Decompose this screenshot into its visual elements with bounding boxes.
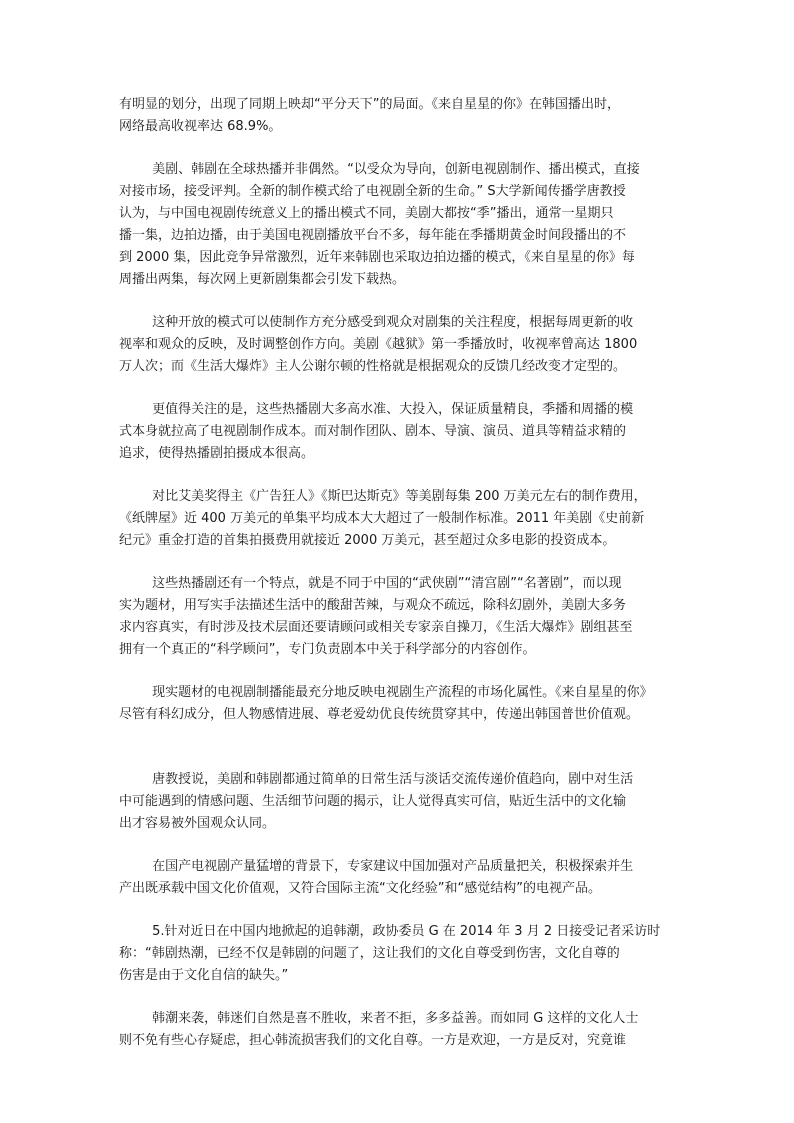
paragraph-8: 唐教授说，美剧和韩剧都通过简单的日常生活与淡话交流传递价值趋向，剧中对生活 中可能遇到的情感问题、生活细节问题的揭示，让人觉得真实可信，贴近生活中的文化输 出才容易被外国观众认同。: [119, 772, 634, 831]
paragraph-2: 美剧、韩剧在全球热播并非偶然。“以受众为导向，创新电视剧制作、播出模式，直接 对接市场，接受评判。全新的制作模式给了电视剧全新的生命。” S大学新闻传播学唐教授 认为，与中国电视剧传统意义上的播出模式不同，美剧大都按“季”播出，通常一星期只 播一集，边拍边播，由于美国电视剧播放平台不多，每年能在季播期黄金时间段播出的不 到 2000 集，因此竞争异常激烈，近年来韩剧也采取边拍边播的模式，《来自星星的你》每 周播出两集，每次网上更新剧集都会引发下载热。: [119, 162, 640, 287]
paragraph-6: 这些热播剧还有一个特点，就是不同于中国的“武侠剧”“清宫剧”“名著剧”，而以现 实为题材，用写实手法描述生活中的酸甜苦辣，与观众不疏远，除科幻剧外，美剧大多务 求内容真实，有时涉及技术层面还要请顾问或相关专家亲自操刀，《生活大爆炸》剧组甚至 拥有一个真正的“科学顾问”，专门负责剧本中关于科学部分的内容创作。: [119, 576, 633, 657]
paragraph-7: 现实题材的电视剧制播能最充分地反映电视剧生产流程的市场化属性。《来自星星的你》 尽管有科幻成分，但人物感情进展、尊老爱幼优良传统贯穿其中，传递出韩国普世价值观。: [119, 685, 653, 722]
paragraph-10: 5.针对近日在中国内地掀起的追韩潮，政协委员 G 在 2014 年 3 月 2 日接受记者采访时 称：“韩剧热潮，已经不仅是韩剧的问题了，这让我们的文化自尊受到伤害，文化自尊的 伤害是由于文化自信的缺失。”: [119, 924, 661, 983]
paragraph-1: 有明显的划分，出现了同期上映却“平分天下”的局面。《来自星星的你》在韩国播出时， 网络最高收视率达 68.9%。: [119, 97, 620, 134]
paragraph-3: 这种开放的模式可以使制作方充分感受到观众对剧集的关注程度，根据每周更新的收 视率和观众的反映，及时调整创作方向。美剧《越狱》第一季播放时，收视率曾高达 1800 万人次；而《生活大爆炸》主人公谢尔顿的性格就是根据观众的反馈几经改变才定型的。: [119, 315, 638, 374]
paragraph-4: 更值得关注的是，这些热播剧大多高水准、大投入，保证质量精良，季播和周播的模 式本身就拉高了电视剧制作成本。而对制作团队、剧本、导演、演员、道具等精益求精的 追求，使得热播剧拍摄成本很高。: [119, 402, 634, 461]
article-body: [119, 94, 679, 1052]
paragraph-5: 对比艾美奖得主《广告狂人》《斯巴达斯克》等美剧每集 200 万美元左右的制作费用， 《纸牌屋》近 400 万美元的单集平均成本大大超过了一般制作标准。2011 年美剧《史前新 纪元》重金打造的首集拍摄费用就接近 2000 万美元，甚至超过众多电影的投资成本。: [119, 489, 647, 548]
paragraph-11: 韩潮来袭，韩迷们自然是喜不胜收，来者不拒，多多益善。而如同 G 这样的文化人士 则不免有些心存疑虑，担心韩流损害我们的文化自尊。一方是欢迎，一方是反对，究竟谁: [119, 1011, 639, 1048]
paragraph-9: 在国产电视剧产量猛增的背景下，专家建议中国加强对产品质量把关，积极探索并生 产出既承载中国文化价值观，又符合国际主流“文化经验”和“感觉结构”的电视产品。: [119, 859, 634, 896]
